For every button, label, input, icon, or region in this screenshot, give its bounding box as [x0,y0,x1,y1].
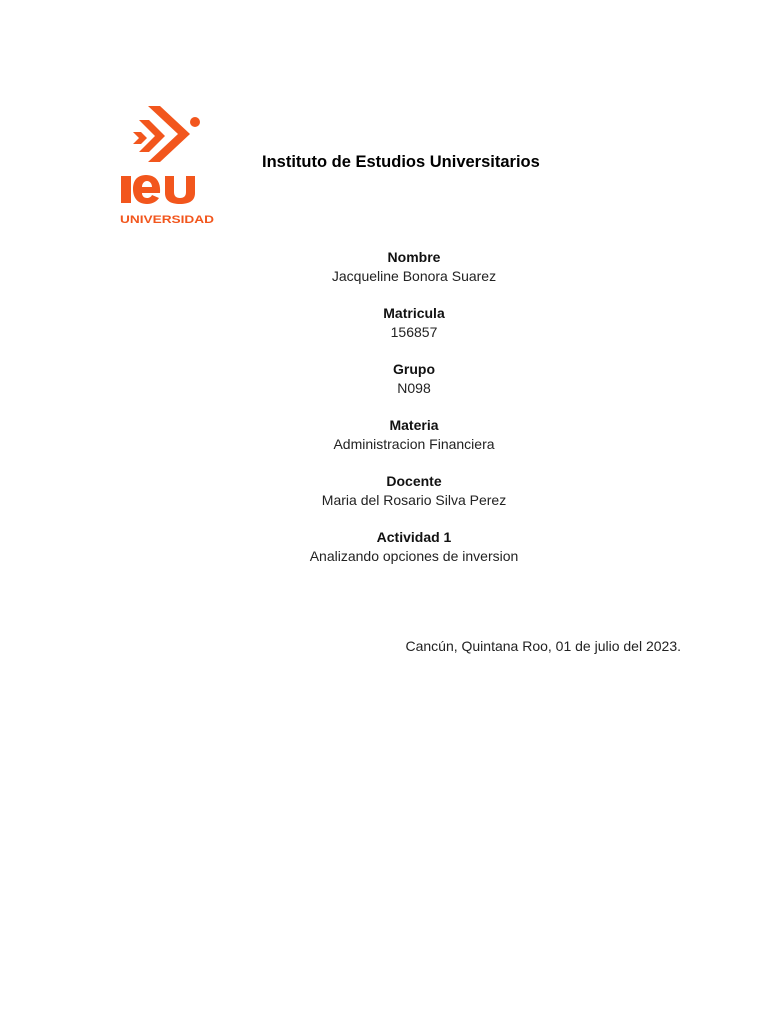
place-and-date: Cancún, Quintana Roo, 01 de julio del 2023. [405,638,681,654]
field-nombre [214,248,614,304]
field-value: N098 [397,380,431,396]
field-value: 156857 [390,324,438,340]
field-docente [214,472,614,528]
field-value: Analizando opciones de inversion [309,548,519,564]
field-actividad [214,528,614,584]
field-label: Docente [386,473,442,489]
field-materia [214,416,614,472]
student-info [214,248,614,584]
field-label: Actividad 1 [376,529,452,545]
svg-text:UNIVERSIDAD: UNIVERSIDAD [120,214,215,226]
field-label: Nombre [387,249,441,265]
field-label: Materia [389,417,439,433]
field-grupo [214,360,614,416]
field-label: Grupo [393,361,435,377]
field-value: Administracion Financiera [333,436,495,452]
field-value: Jacqueline Bonora Suarez [331,268,497,284]
institution-name: Instituto de Estudios Universitarios [262,153,540,171]
ieu-university-logo [118,100,218,228]
field-label: Matricula [383,305,445,321]
field-value: Maria del Rosario Silva Perez [321,492,507,508]
field-matricula [214,304,614,360]
